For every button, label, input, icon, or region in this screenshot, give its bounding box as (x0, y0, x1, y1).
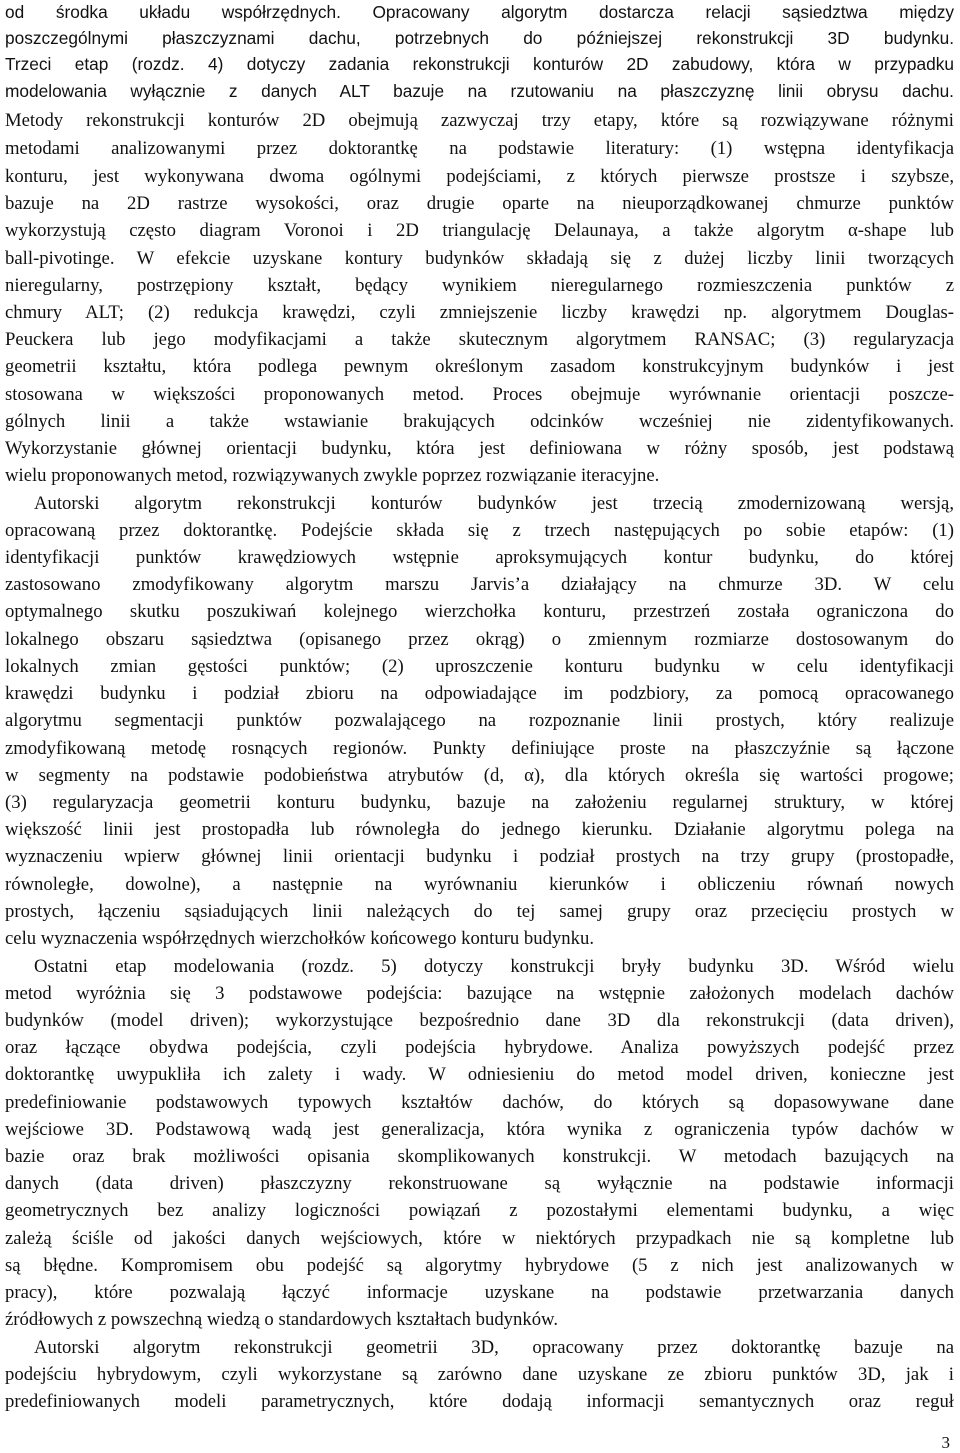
text-line: konturu, jest wykonywana dwoma ogólnymi podejściami, z których pierwsze prostsze i szybsze, (5, 166, 954, 187)
text-line: lokalnych zmian gęstości punktów; (2) uproszczenie konturu budynku w celu identyfikacji (5, 656, 954, 677)
text-line: od środka układu współrzędnych. Opracowany algorytm dostarcza relacji sąsiedztwa między (5, 2, 954, 22)
text-line: (3) regularyzacja geometrii konturu budynku, bazuje na założeniu regularnej struktury, w której (5, 792, 954, 813)
text-line: ball-pivotinge. W efekcie uzyskane kontury budynków składają się z dużej liczby linii tworzących (5, 248, 954, 269)
text-line: stosowana w większości proponowanych metod. Proces obejmuje wyrównanie orientacji poszcze- (5, 384, 954, 405)
text-line: oraz łączące obydwa podejścia, czyli podejścia hybrydowe. Analiza powyższych podejść przez (5, 1037, 954, 1058)
text-line: zależą ściśle od jakości danych wejściowych, które w niektórych przypadkach nie są kompletne lub (5, 1228, 954, 1249)
text-line: modelowania wyłącznie z danych ALT bazuje na rzutowaniu na płaszczyznę linii obrysu dachu. (5, 81, 954, 101)
text-line: optymalnego skutku poszukiwań kolejnego wierzchołka konturu, przestrzeń została ograniczona do (5, 601, 954, 622)
page-number: 3 (941, 1433, 950, 1452)
text-line: w segmenty na podstawie podobieństwa atrybutów (d, α), dla których określa się wartości progowe; (5, 765, 954, 786)
text-line: źródłowych z powszechną wiedzą o standardowych kształtach budynków. (5, 1309, 558, 1330)
text-line: opracowaną przez doktorantkę. Podejście składa się z trzech następujących po sobie etapów: (1) (5, 520, 954, 541)
text-line: równoległe, dowolne), a następnie na wyrównaniu kierunków i obliczeniu równań nowych (5, 874, 954, 895)
text-line: metod wyróżnia się 3 podstawowe podejścia: bazujące na wstępnie założonych modelach dachów (5, 983, 954, 1004)
text-line: bazuje na 2D rastrze wysokości, oraz drugie oparte na nieuporządkowanej chmurze punktów (5, 193, 954, 214)
text-line: Wykorzystanie głównej orientacji budynku, która jest definiowana w różny sposób, jest podstawą (5, 438, 954, 459)
text-line: lokalnego obszaru sąsiedztwa (opisanego przez okrąg) o zmiennym rozmiarze dostosowanym do (5, 629, 954, 650)
text-line: pracy), które pozwalają łączyć informacje uzyskane na podstawie przetwarzania danych (5, 1282, 954, 1303)
text-line: krawędzi budynku i podział zbioru na odpowiadające im podzbiory, za pomocą opracowanego (5, 683, 954, 704)
text-line: podejściu hybrydowym, czyli wykorzystane są zarówno dane uzyskane ze zbioru punktów 3D, jak i (5, 1364, 954, 1385)
text-line: identyfikacji punktów krawędziowych wstępnie aproksymujących kontur budynku, do której (5, 547, 954, 568)
text-line: bazie oraz brak możliwości opisania skomplikowanych konstrukcji. W metodach bazujących na (5, 1146, 954, 1167)
text-line: predefiniowanych modeli parametrycznych, które dodają informacji semantycznych oraz reguł (5, 1391, 954, 1412)
text-line: zmodyfikowaną metodę rosnących regionów. Punkty definiujące proste na płaszczyźnie są łączone (5, 738, 954, 759)
text-line: Metody rekonstrukcji konturów 2D obejmują zazwyczaj trzy etapy, które są rozwiązywane różnymi (5, 110, 954, 131)
text-line: gólnych linii a także wstawianie brakujących odcinków wcześniej nie zidentyfikowanych. (5, 411, 954, 432)
text-line: wielu proponowanych metod, rozwiązywanych zwykle poprzez rozwiązanie iteracyjne. (5, 465, 660, 486)
paragraph-first-line: Autorski algorytm rekonstrukcji geometrii 3D, opracowany przez doktorantkę bazuje na (34, 1337, 954, 1358)
text-line: nieregularny, postrzępiony kształt, będący wynikiem nieregularnego rozmieszczenia punktów z (5, 275, 954, 296)
text-line: wykorzystują często diagram Voronoi i 2D triangulację Delaunaya, a także algorytm α-shape lub (5, 220, 954, 241)
text-line: prostych, łączeniu sąsiadujących linii należących do tej samej grupy oraz przecięciu prostych w (5, 901, 954, 922)
text-line: geometrii kształtu, która podlega pewnym określonym zasadom konstrukcyjnym budynków i jest (5, 356, 954, 377)
text-line: danych (data driven) płaszczyzny rekonstruowane są wyłącznie na podstawie informacji (5, 1173, 954, 1194)
paragraph-first-line: Autorski algorytm rekonstrukcji konturów budynków jest trzecią zmodernizowaną wersją, (34, 493, 954, 514)
text-line: predefiniowanie podstawowych typowych kształtów dachów, do których są dopasowywane dane (5, 1092, 954, 1113)
text-line: Peuckera lub jego modyfikacjami a także skutecznym algorytmem RANSAC; (3) regularyzacja (5, 329, 954, 350)
text-line: wyznaczeniu wpierw głównej linii orientacji budynku i podział prostych na trzy grupy (prostopadłe, (5, 846, 954, 867)
text-line: celu wyznaczenia współrzędnych wierzchołków końcowego konturu budynku. (5, 928, 594, 949)
text-line: zastosowano zmodyfikowany algorytm marszu Jarvis’a działający na chmurze 3D. W celu (5, 574, 954, 595)
text-line: wejściowe 3D. Podstawową wadą jest generalizacja, która wynika z ograniczenia typów dachów w (5, 1119, 954, 1140)
text-line: geometrycznych bez analizy logiczności powiązań z pozostałymi elementami budynku, a więc (5, 1200, 954, 1221)
text-line: budynków (model driven); wykorzystujące bezpośrednio dane 3D dla rekonstrukcji (data driven), (5, 1010, 954, 1031)
text-line: poszczególnymi płaszczyznami dachu, potrzebnych do późniejszej rekonstrukcji 3D budynku. (5, 28, 954, 48)
text-line: algorytmu segmentacji punktów pozwalającego na rozpoznanie linii prostych, który realizuje (5, 710, 954, 731)
text-line: doktorantkę uwypukliła ich zalety i wady. W odniesieniu do metod model driven, konieczne jest (5, 1064, 954, 1085)
text-line: większość linii jest prostopadła lub równoległa do jednego kierunku. Działanie algorytmu polega na (5, 819, 954, 840)
text-line: metodami analizowanymi przez doktorantkę na podstawie literatury: (1) wstępna identyfikacja (5, 138, 954, 159)
text-line: chmury ALT; (2) redukcja krawędzi, czyli zmniejszenie liczby krawędzi np. algorytmem Douglas- (5, 302, 954, 323)
text-line: są błędne. Kompromisem obu podejść są algorytmy hybrydowe (5 z nich jest analizowanych w (5, 1255, 954, 1276)
text-line: Trzeci etap (rozdz. 4) dotyczy zadania rekonstrukcji konturów 2D zabudowy, która w przypadku (5, 54, 954, 74)
paragraph-first-line: Ostatni etap modelowania (rozdz. 5) dotyczy konstrukcji bryły budynku 3D. Wśród wielu (34, 956, 954, 977)
